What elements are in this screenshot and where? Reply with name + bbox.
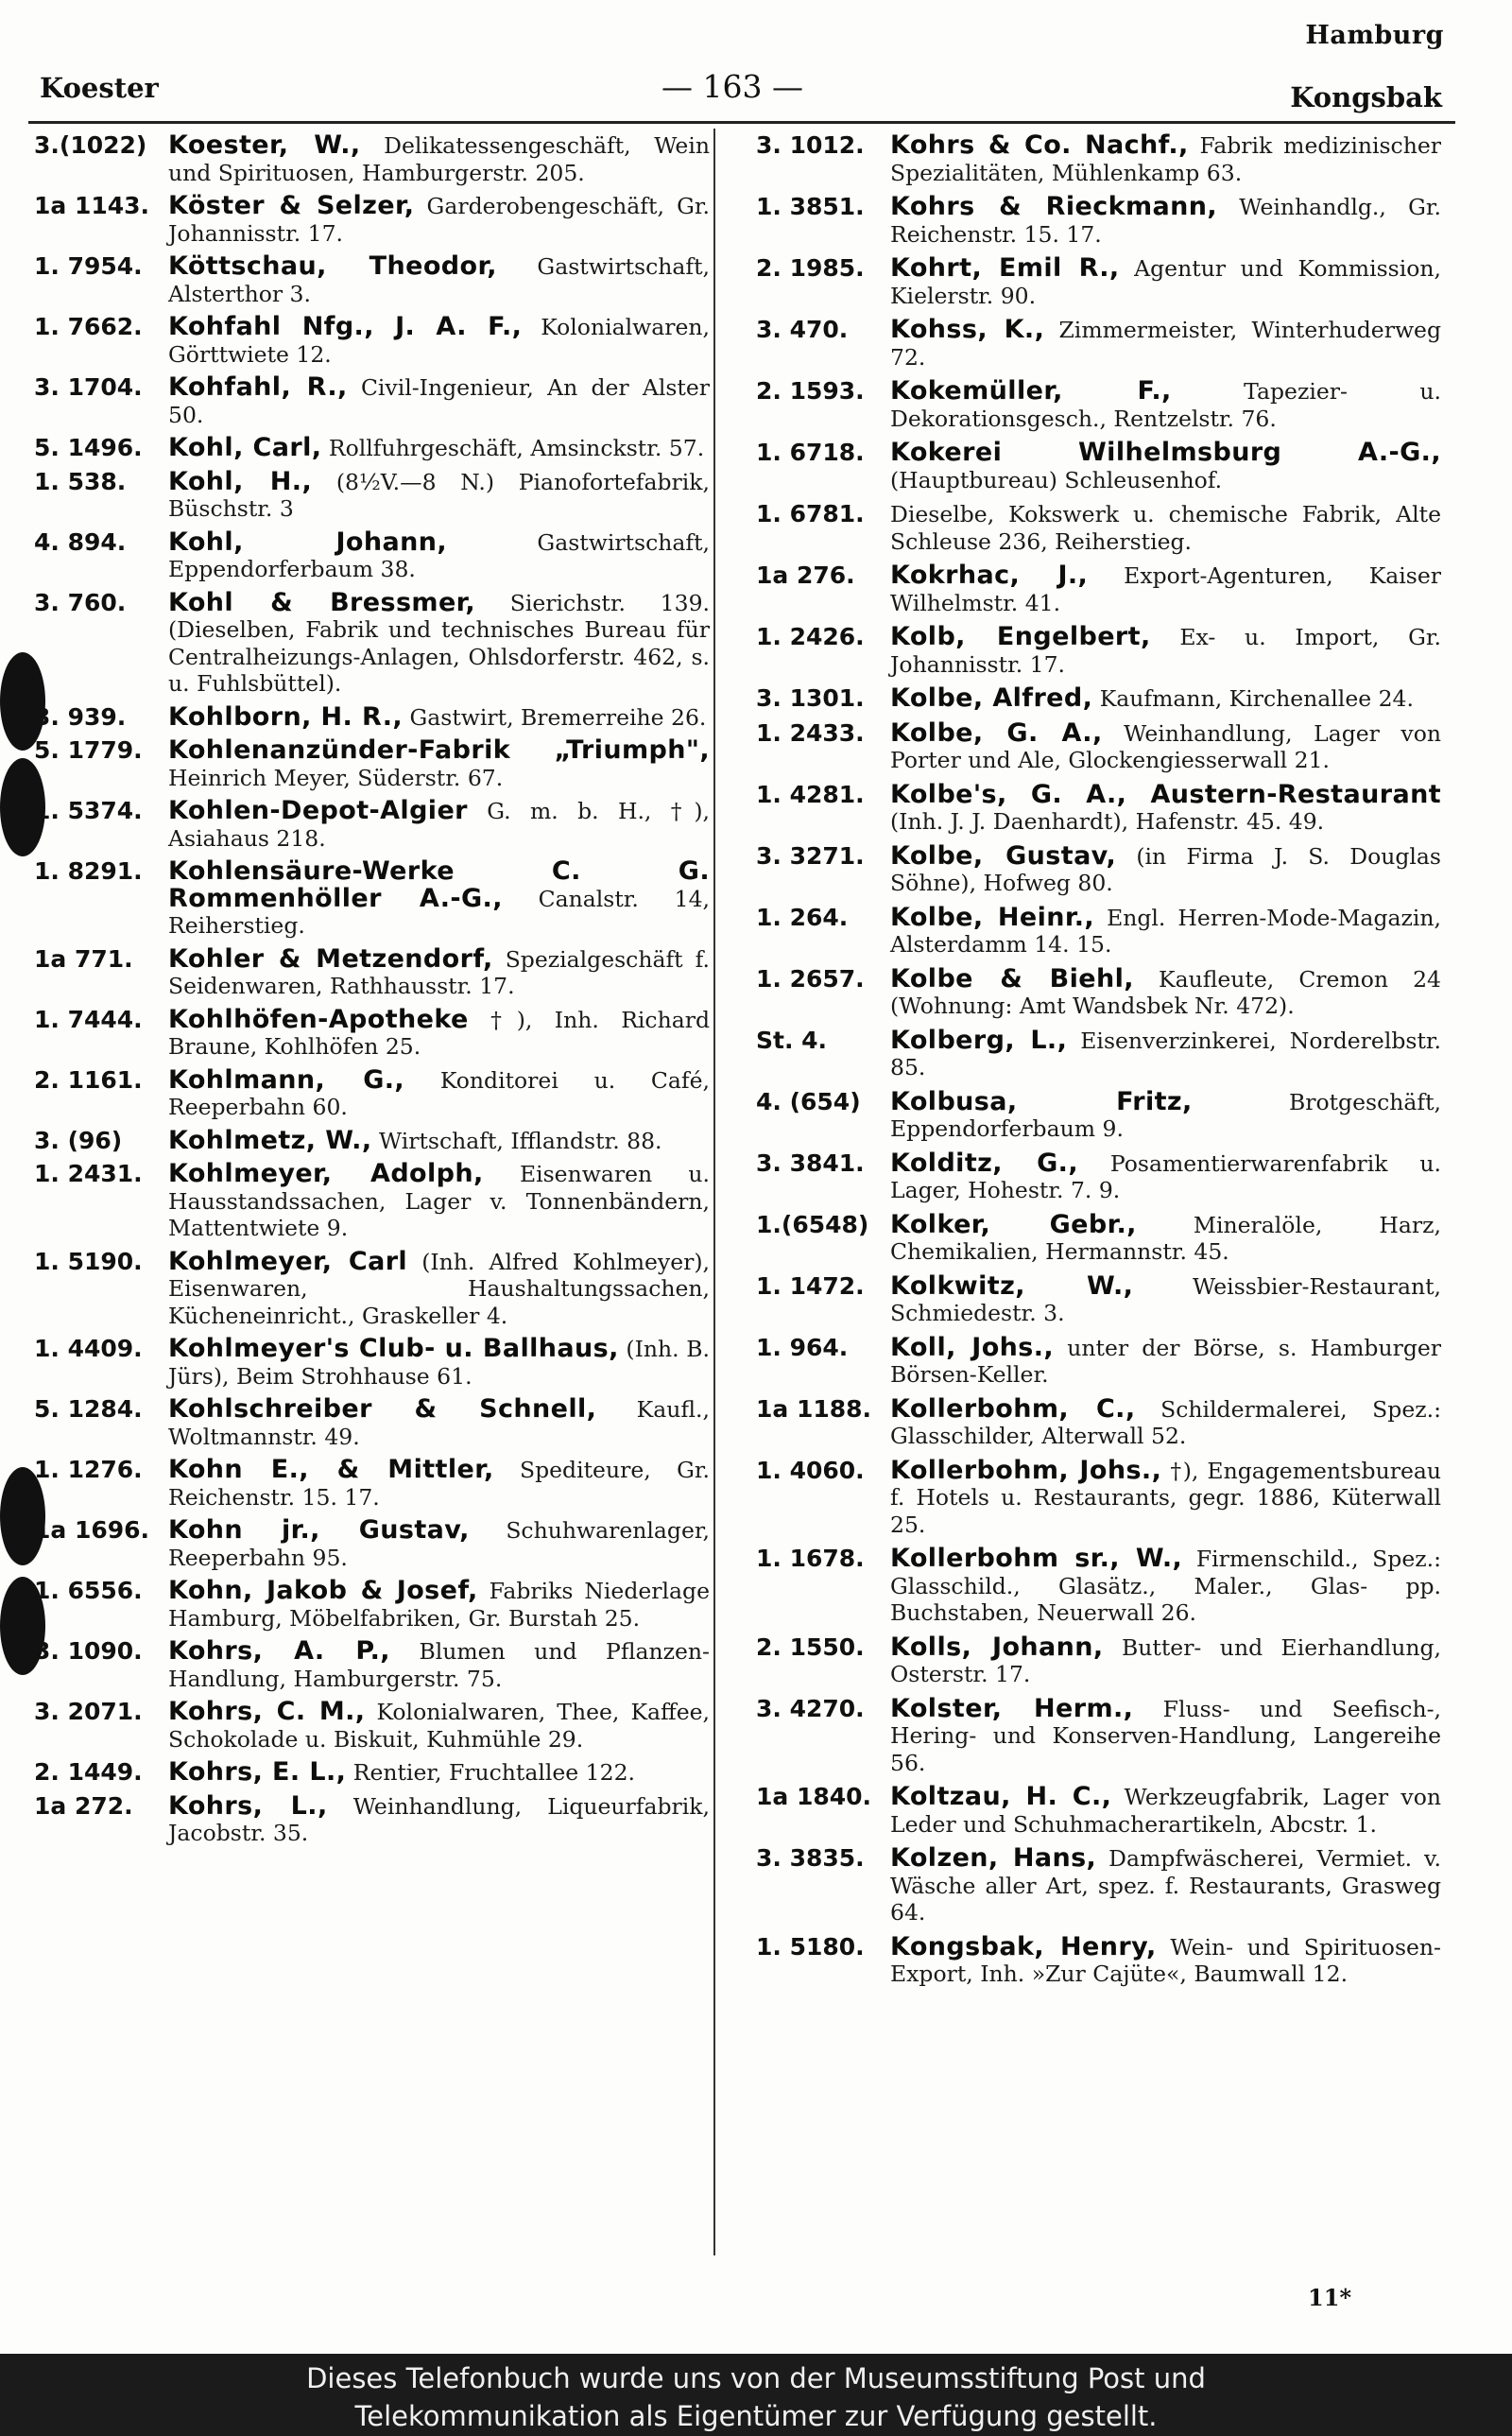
- subscriber-name: Kohrs, A. P.,: [168, 1636, 390, 1666]
- subscriber-name: Kohrs & Co. Nachf.,: [890, 130, 1189, 160]
- directory-entry: [756, 1693, 1442, 1777]
- subscriber-name: Kohn E., & Mittler,: [168, 1455, 494, 1484]
- subscriber-name: Kohlborn, H. R.,: [168, 701, 404, 732]
- subscriber-name: Kokerei Wilhelmsburg A.-G.,: [890, 438, 1441, 467]
- phone-number: 5. 1496.: [34, 434, 143, 461]
- archive-notice-line: Dieses Telefonbuch wurde uns von der Museumsstiftung Post und: [306, 2362, 1206, 2394]
- directory-entry: [756, 1150, 1441, 1204]
- phone-number: 3. (96): [34, 1126, 123, 1154]
- phone-number: 3. 939.: [34, 702, 127, 731]
- phone-number: 1. 3851.: [756, 193, 865, 220]
- directory-entry: [34, 798, 710, 852]
- subscriber-name: Kohss, K.,: [890, 315, 1045, 344]
- directory-entry: [756, 1931, 1441, 1988]
- phone-number: 1. 6781.: [756, 500, 865, 527]
- entry-details: Konditorei u. Café, Reeperbahn 60.: [168, 1066, 710, 1120]
- subscriber-name: Kohrs, C. M.,: [168, 1697, 366, 1726]
- directory-entry: [756, 1332, 1441, 1389]
- phone-number: 1. 2426.: [756, 623, 865, 650]
- directory-entry: [756, 685, 1441, 713]
- subscriber-name: Kolzen, Hans,: [890, 1843, 1097, 1873]
- subscriber-name: Kolls, Johann,: [890, 1632, 1104, 1662]
- directory-entry: [756, 317, 1441, 371]
- phone-number: 1. 964.: [756, 1333, 849, 1361]
- archive-notice-line: Telekommunikation als Eigentümer zur Verfügung gestellt.: [354, 2400, 1158, 2432]
- entry-details: Tapezier- u. Dekorationsgesch., Rentzelstr. 76.: [890, 378, 1441, 432]
- entry-details: Fabrik medizinischer Spezialitäten, Mühlenkamp 63.: [890, 132, 1441, 186]
- phone-number: 2. 1985.: [756, 254, 865, 282]
- entry-details: Kolonialwaren, Görttwiete 12.: [168, 314, 710, 368]
- subscriber-name: Kolbe, Gustav,: [890, 840, 1117, 871]
- directory-entry: [34, 1457, 710, 1511]
- directory-entry: [34, 1004, 710, 1061]
- subscriber-name: Kohlhöfen-Apotheke: [168, 1004, 469, 1034]
- subscriber-name: Kohl, Carl,: [168, 433, 322, 462]
- phone-number: 3. 3835.: [756, 1844, 865, 1872]
- directory-entry: [34, 1161, 710, 1242]
- directory-entry: [756, 194, 1441, 248]
- entry-details: Firmenschild., Spez.: Glasschild., Glasätz., Maler., Glas- pp. Buchstaben, Neuerwall 26.: [890, 1546, 1441, 1626]
- entry-details: (8½V.—8 N.) Pianofortefabrik, Büschstr. 3: [168, 468, 710, 522]
- entry-details: Blumen und Pflanzen-Handlung, Hamburgerstr. 75.: [168, 1638, 710, 1692]
- phone-number: 1. 538.: [34, 467, 127, 495]
- phone-number: 1. 5190.: [34, 1247, 143, 1275]
- subscriber-name: Kohrs, L.,: [168, 1790, 328, 1821]
- directory-entry: [34, 374, 710, 428]
- entry-details: Fluss- und Seefisch-, Hering- und Konserven-Handlung, Langereihe 56.: [890, 1695, 1442, 1776]
- directory-entry: [756, 779, 1441, 836]
- directory-entry: [34, 1517, 710, 1571]
- entry-details: Wein- und Spirituosen-Export, Inh. »Zur Cajüte«, Baumwall 12.: [890, 1933, 1441, 1987]
- entry-details: Kaufl., Woltmannstr. 49.: [168, 1396, 710, 1450]
- subscriber-name: Kohlmeyer, Carl: [168, 1246, 408, 1276]
- entry-details: (in Firma J. S. Douglas Söhne), Hofweg 80.: [890, 842, 1441, 896]
- entry-details: G. m. b. H., †), Asiahaus 218.: [168, 798, 710, 852]
- subscriber-name: Kolbe & Biehl,: [890, 963, 1134, 993]
- phone-number: 1. 7662.: [34, 313, 143, 340]
- directory-entry: [34, 1790, 710, 1847]
- directory-entry: [756, 440, 1441, 493]
- subscriber-name: Kohlschreiber & Schnell,: [168, 1394, 597, 1424]
- directory-entry: [34, 701, 710, 732]
- entry-details: †), Inh. Richard Braune, Kohlhöfen 25.: [168, 1006, 710, 1060]
- phone-number: 2. 1161.: [34, 1065, 143, 1094]
- entry-details: Gastwirt, Bremerreihe 26.: [403, 703, 707, 731]
- entry-details: (Inh. Alfred Kohlmeyer), Eisenwaren, Haushaltungssachen, Kücheneinricht., Graskeller 4.: [168, 1248, 710, 1329]
- entry-details: Fabriks Niederlage Hamburg, Möbelfabriken, Gr. Burstah 25.: [168, 1578, 710, 1632]
- phone-number: 1. 6556.: [34, 1577, 143, 1604]
- entry-details: Weissbier-Restaurant, Schmiedestr. 3.: [890, 1272, 1442, 1326]
- subscriber-name: Kolster, Herm.,: [890, 1693, 1134, 1723]
- archive-notice: [0, 2354, 1512, 2436]
- phone-number: 1. 4281.: [756, 780, 865, 808]
- phone-number: 2. 1593.: [756, 377, 865, 405]
- phone-number: 1. 5180.: [756, 1932, 865, 1961]
- phone-number: 1a 272.: [34, 1791, 133, 1820]
- subscriber-name: Kolbe, G. A.,: [890, 717, 1103, 748]
- phone-number: 3. 1090.: [34, 1637, 143, 1665]
- directory-entry: [34, 253, 710, 307]
- directory-entry: [756, 1086, 1441, 1143]
- entry-details: Wirtschaft, Ifflandstr. 88.: [371, 1127, 662, 1154]
- subscriber-name: Kohler & Metzendorf,: [168, 943, 493, 974]
- entry-details: Civil-Ingenieur, An der Alster 50.: [168, 374, 710, 428]
- right-column: [756, 132, 1441, 1995]
- directory-entry: [34, 1246, 710, 1330]
- phone-number: 3. 3841.: [756, 1149, 865, 1177]
- phone-number: 3. 1012.: [756, 131, 865, 159]
- entry-details: Rollfuhrgeschäft, Amsinckstr. 57.: [321, 435, 705, 461]
- signature-mark: 11*: [1308, 2284, 1351, 2311]
- entry-details: Garderobengeschäft, Gr. Johannisstr. 17.: [168, 193, 710, 247]
- directory-entry: [756, 1270, 1442, 1327]
- phone-number: 3. 1704.: [34, 373, 143, 401]
- entry-details: unter der Börse, s. Hamburger Börsen-Keller.: [890, 1334, 1441, 1388]
- phone-number: 1. 1472.: [756, 1271, 865, 1300]
- phone-number: 2. 1449.: [34, 1758, 143, 1786]
- phone-number: 1. 1276.: [34, 1456, 143, 1483]
- directory-entry: [34, 1396, 710, 1450]
- directory-entry: [34, 1578, 710, 1632]
- entry-details: Eisenwaren u. Hausstandssachen, Lager v. Tonnenbändern, Mattentwiete 9.: [168, 1161, 710, 1241]
- directory-entry: [756, 1546, 1441, 1627]
- entry-details: Weinhandlg., Gr. Reichenstr. 15. 17.: [890, 194, 1441, 248]
- phone-number: 1. 2433.: [756, 718, 865, 747]
- phone-number: 1. 2431.: [34, 1160, 143, 1187]
- entry-details: Schildermalerei, Spez.: Glasschilder, Alterwall 52.: [890, 1395, 1441, 1449]
- phone-number: 3. 470.: [756, 316, 849, 343]
- phone-number: 3. 2071.: [34, 1698, 143, 1725]
- directory-entry: [34, 1699, 710, 1753]
- directory-entry: [34, 1759, 710, 1787]
- header-first-entry: Koester: [40, 72, 159, 104]
- directory-entry: [756, 132, 1441, 186]
- directory-entry: [756, 1025, 1442, 1081]
- phone-number: 1. 4409.: [34, 1335, 143, 1362]
- phone-number: 5. 1779.: [34, 736, 143, 764]
- entry-details: Mineralöle, Harz, Chemikalien, Hermannstr. 45.: [890, 1211, 1442, 1265]
- subscriber-name: Kohlmann, G.,: [168, 1064, 405, 1095]
- directory-entry: [34, 132, 710, 186]
- entry-details: Spezialgeschäft f. Seidenwaren, Rathhausstr. 17.: [168, 945, 710, 999]
- phone-number: 3. 4270.: [756, 1694, 865, 1722]
- directory-entry: [756, 1209, 1442, 1266]
- header-city: Hamburg: [1305, 21, 1444, 50]
- directory-entry: [756, 1634, 1441, 1688]
- directory-entry: [756, 717, 1441, 774]
- phone-number: 1. 7444.: [34, 1005, 143, 1033]
- directory-entry: [34, 1638, 710, 1692]
- subscriber-name: Kokrhac, J.,: [890, 561, 1089, 590]
- subscriber-name: Kohfahl Nfg., J. A. F.,: [168, 312, 523, 341]
- directory-entry: [34, 1125, 710, 1155]
- directory-entry: [756, 1784, 1441, 1838]
- column-divider: [713, 129, 715, 2255]
- phone-number: 1a 1696.: [34, 1516, 150, 1544]
- directory-entry: [34, 314, 710, 368]
- entry-details: Delikatessengeschäft, Wein und Spirituosen, Hamburgerstr. 205.: [168, 132, 710, 186]
- directory-entry: [34, 943, 710, 1000]
- phone-number: 2. 1550.: [756, 1633, 865, 1661]
- phone-number: 1. 6718.: [756, 439, 865, 466]
- subscriber-name: Kolkwitz, W.,: [890, 1270, 1134, 1301]
- entry-details: Heinrich Meyer, Süderstr. 67.: [168, 764, 504, 791]
- entry-details: Ex- u. Import, Gr. Johannisstr. 17.: [890, 624, 1441, 678]
- directory-entry: [756, 1393, 1441, 1450]
- phone-number: 3.(1022): [34, 131, 147, 159]
- subscriber-name: Kolb, Engelbert,: [890, 622, 1151, 651]
- entry-details: Schuhwarenlager, Reeperbahn 95.: [168, 1517, 710, 1571]
- entry-details: (Inh. B. Jürs), Beim Strohhause 61.: [168, 1336, 710, 1390]
- phone-number: 1. 5374.: [34, 797, 143, 824]
- entry-details: Dieselbe, Kokswerk u. chemische Fabrik, Alte Schleuse 236, Reiherstieg.: [890, 501, 1441, 555]
- subscriber-name: Kohfahl, R.,: [168, 372, 348, 402]
- entry-details: Dampfwäscherei, Vermiet. v. Wäsche aller Art, spez. f. Restaurants, Grasweg 64.: [890, 1845, 1441, 1926]
- phone-number: 1. 264.: [756, 903, 849, 931]
- entry-details: †), Engagementsbureau f. Hotels u. Restaurants, gegr. 1886, Küterwall 25.: [890, 1457, 1442, 1538]
- directory-entry: [756, 562, 1441, 616]
- phone-number: 1a 1188.: [756, 1394, 872, 1423]
- subscriber-name: Kohlmeyer, Adolph,: [168, 1159, 484, 1188]
- directory-entry: [756, 1845, 1441, 1926]
- subscriber-name: Kolker, Gebr.,: [890, 1209, 1137, 1239]
- directory-entry: [34, 1336, 710, 1390]
- phone-number: 1a 276.: [756, 561, 855, 589]
- phone-number: St. 4.: [756, 1026, 828, 1054]
- page-number: — 163 —: [662, 68, 803, 105]
- entry-details: Engl. Herren-Mode-Magazin, Alsterdamm 14. 15.: [890, 904, 1441, 958]
- subscriber-name: Kohlen-Depot-Algier: [168, 796, 468, 825]
- entry-details: Werkzeugfabrik, Lager von Leder und Schuhmacherartikeln, Abcstr. 1.: [890, 1784, 1441, 1838]
- subscriber-name: Kohrs & Rieckmann,: [890, 192, 1218, 221]
- phone-number: 3. 760.: [34, 588, 127, 616]
- entry-details: Export-Agenturen, Kaiser Wilhelmstr. 41.: [890, 562, 1441, 616]
- directory-entry: [34, 529, 710, 583]
- phone-number: 1.(6548): [756, 1210, 869, 1238]
- subscriber-name: Köster & Selzer,: [168, 191, 415, 220]
- entry-details: (Hauptbureau) Schleusenhof.: [890, 466, 1223, 493]
- subscriber-name: Kokemüller, F.,: [890, 376, 1172, 406]
- subscriber-name: Kohlenanzünder-Fabrik „Triumph",: [168, 735, 710, 765]
- directory-entry: [756, 840, 1441, 897]
- subscriber-name: Kollerbohm sr., W.,: [890, 1544, 1183, 1573]
- entry-details: Agentur und Kommission, Kielerstr. 90.: [890, 255, 1441, 309]
- entry-details: Canalstr. 14, Reiherstieg.: [168, 885, 710, 939]
- entry-details: Posamentierwarenfabrik u. Lager, Hohestr. 7. 9.: [890, 1149, 1441, 1203]
- phone-number: 1. 1678.: [756, 1545, 865, 1572]
- entry-details: Spediteure, Gr. Reichenstr. 15. 17.: [168, 1457, 710, 1511]
- subscriber-name: Koester, W.,: [168, 130, 361, 160]
- directory-entry: [756, 963, 1441, 1020]
- entry-details: Brotgeschäft, Eppendorferbaum 9.: [890, 1088, 1441, 1142]
- header-last-entry: Kongsbak: [1290, 81, 1442, 113]
- subscriber-name: Kolditz, G.,: [890, 1148, 1078, 1178]
- subscriber-name: Kohl, H.,: [168, 466, 313, 496]
- directory-entry: [756, 1455, 1442, 1539]
- subscriber-name: Kohn, Jakob & Josef,: [168, 1576, 478, 1605]
- subscriber-name: Kollerbohm, C.,: [890, 1393, 1136, 1424]
- subscriber-name: Kolbe's, G. A., Austern-Restaurant: [890, 779, 1441, 809]
- entry-details: Kaufmann, Kirchenallee 24.: [1092, 685, 1414, 712]
- entry-details: Sierichstr. 139. (Dieselben, Fabrik und technisches Bureau für Centralheizungs-Anlagen, Ohlsdorferstr. 462, s. u. Fuhlsbüttel).: [168, 589, 710, 697]
- entry-details: Eisenverzinkerei, Norderelbstr. 85.: [890, 1027, 1442, 1080]
- entry-details: Kolonialwaren, Thee, Kaffee, Schokolade u. Biskuit, Kuhmühle 29.: [168, 1699, 710, 1753]
- directory-entry: [756, 902, 1441, 959]
- subscriber-name: Kongsbak, Henry,: [890, 1931, 1157, 1961]
- directory-entry: [756, 255, 1441, 309]
- phone-number: 3. 3271.: [756, 841, 865, 870]
- subscriber-name: Kolbusa, Fritz,: [890, 1086, 1193, 1116]
- directory-entry: [756, 378, 1441, 432]
- directory-entry: [34, 435, 710, 462]
- directory-entry: [34, 1064, 710, 1121]
- directory-entry: [756, 501, 1441, 555]
- directory-entry: [34, 193, 710, 247]
- phone-number: 1a 771.: [34, 944, 133, 973]
- directory-entry: [34, 858, 710, 940]
- subscriber-name: Kollerbohm, Johs.,: [890, 1455, 1162, 1485]
- subscriber-name: Koltzau, H. C.,: [890, 1782, 1112, 1811]
- phone-number: 1. 4060.: [756, 1456, 865, 1484]
- entry-details: Rentier, Fruchtallee 122.: [346, 1759, 636, 1786]
- phone-number: 4. (654): [756, 1087, 861, 1115]
- directory-entry: [34, 466, 710, 523]
- entry-details: (Inh. J. J. Daenhardt), Hafenstr. 45. 49.: [890, 808, 1325, 835]
- phone-number: 5. 1284.: [34, 1395, 143, 1423]
- left-column: [34, 132, 710, 1854]
- directory-entry: [756, 624, 1441, 678]
- subscriber-name: Kohlensäure-Werke C. G. Rommenhöller A.-G.,: [168, 856, 710, 913]
- subscriber-name: Kolberg, L.,: [890, 1025, 1068, 1055]
- subscriber-name: Kohlmetz, W.,: [168, 1125, 372, 1155]
- subscriber-name: Kohn jr., Gustav,: [168, 1515, 470, 1545]
- entry-details: Gastwirtschaft, Alsterthor 3.: [168, 253, 710, 307]
- entry-details: Zimmermeister, Winterhuderweg 72.: [890, 317, 1442, 371]
- subscriber-name: Kohl & Bressmer,: [168, 587, 476, 617]
- subscriber-name: Kohrs, E. L.,: [168, 1757, 347, 1787]
- subscriber-name: Kohl, Johann,: [168, 527, 448, 557]
- directory-entry: [34, 737, 710, 791]
- subscriber-name: Köttschau, Theodor,: [168, 251, 497, 281]
- phone-number: 4. 894.: [34, 527, 127, 556]
- entry-details: Weinhandlung, Lager von Porter und Ale, Glockengiesserwall 21.: [890, 719, 1441, 773]
- phone-number: 1. 8291.: [34, 857, 143, 885]
- phone-number: 1. 2657.: [756, 964, 865, 993]
- entry-details: Kaufleute, Cremon 24 (Wohnung: Amt Wandsbek Nr. 472).: [890, 965, 1441, 1019]
- phone-number: 1a 1143.: [34, 192, 150, 219]
- subscriber-name: Kolbe, Alfred,: [890, 683, 1093, 713]
- phone-number: 3. 1301.: [756, 684, 865, 712]
- subscriber-name: Kohlmeyer's Club- u. Ballhaus,: [168, 1334, 619, 1363]
- directory-entry: [34, 587, 710, 698]
- subscriber-name: Kohrt, Emil R.,: [890, 253, 1120, 283]
- entry-details: Gastwirtschaft, Eppendorferbaum 38.: [168, 528, 710, 582]
- entry-details: Butter- und Eierhandlung, Osterstr. 17.: [890, 1633, 1441, 1687]
- subscriber-name: Kolbe, Heinr.,: [890, 902, 1095, 932]
- phone-number: 1a 1840.: [756, 1783, 872, 1810]
- phone-number: 1. 7954.: [34, 252, 143, 280]
- header-rule: [28, 121, 1455, 124]
- entry-details: Weinhandlung, Liqueurfabrik, Jacobstr. 35.: [168, 1792, 710, 1846]
- subscriber-name: Koll, Johs.,: [890, 1332, 1055, 1362]
